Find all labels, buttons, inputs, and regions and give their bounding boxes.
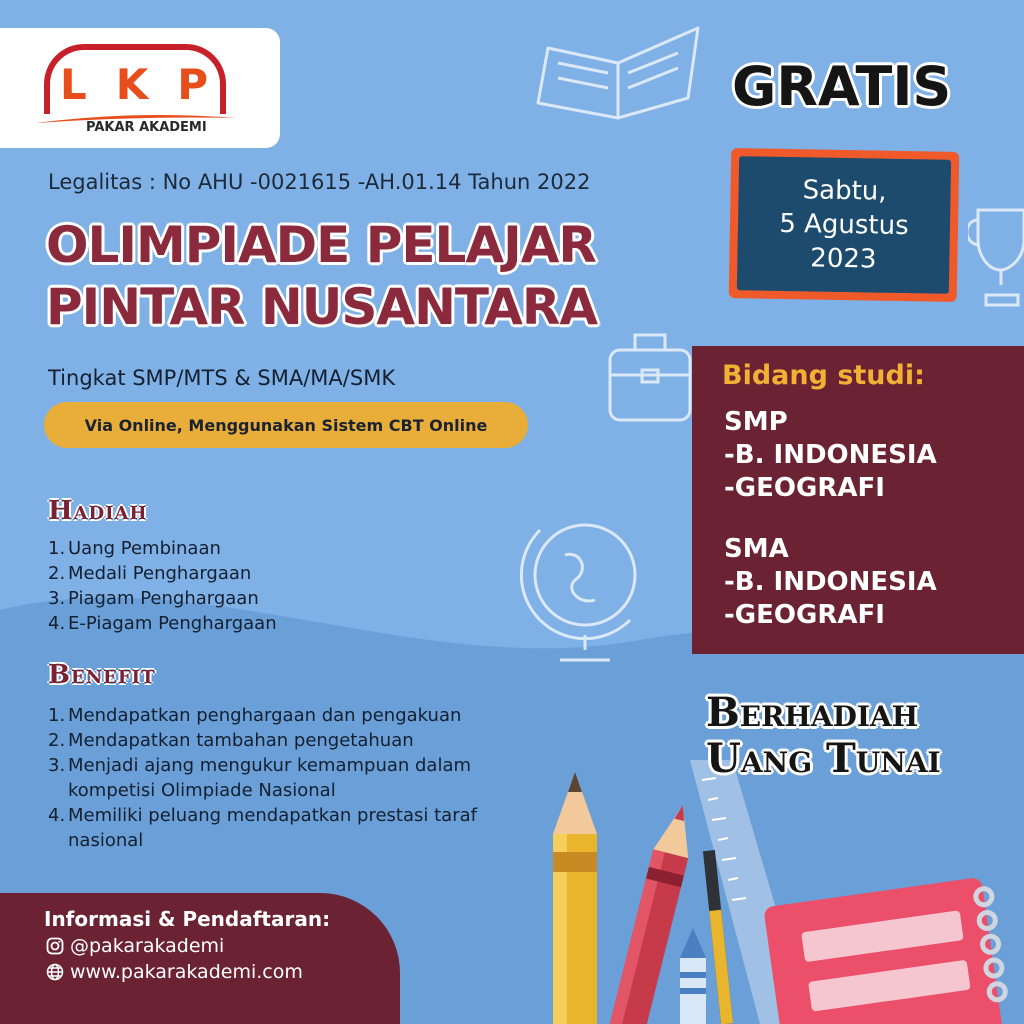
bidang-studi-panel	[692, 346, 1024, 654]
list-item	[48, 703, 608, 728]
logo-subtitle: PAKAR AKADEMI	[86, 120, 207, 135]
instagram-handle: @pakarakademi	[70, 935, 225, 957]
subject-item: -GEOGRAFI	[724, 473, 885, 503]
hadiah-list	[48, 536, 277, 636]
bidang-studi-title: Bidang studi:	[722, 360, 925, 391]
subject-item: -B. INDONESIA	[724, 567, 937, 597]
legalitas-text: Legalitas : No AHU -0021615 -AH.01.14 Tahun 2022	[48, 170, 591, 194]
list-number: 3.	[48, 755, 66, 776]
list-text: Uang Pembinaan	[68, 538, 221, 559]
footer-panel	[0, 893, 400, 1024]
logo-letter: K	[115, 60, 151, 109]
logo-letter: P	[177, 60, 210, 109]
hadiah-heading: Hadiah	[48, 496, 148, 526]
crayon-icon	[676, 928, 710, 1024]
logo-letters	[60, 60, 210, 109]
footer-title: Informasi & Pendaftaran:	[44, 907, 331, 931]
level-label: SMA	[724, 534, 789, 564]
list-number: 4.	[48, 805, 66, 826]
list-number: 2.	[48, 563, 66, 584]
list-number: 1.	[48, 538, 66, 559]
list-text: Mendapatkan tambahan pengetahuan	[68, 730, 414, 751]
date-board	[729, 148, 960, 302]
list-text: Medali Penghargaan	[68, 563, 252, 584]
notebook-icon	[760, 870, 1024, 1024]
list-text: Menjadi ajang mengukur kemampuan dalam kompetisi Olimpiade Nasional	[68, 755, 472, 801]
list-number: 2.	[48, 730, 66, 751]
subject-item: -B. INDONESIA	[724, 440, 937, 470]
date-line: Sabtu,	[802, 175, 887, 207]
trophy-icon	[968, 200, 1024, 310]
list-item	[48, 728, 608, 753]
berhadiah-line: Uang Tunai	[706, 735, 941, 782]
list-number: 3.	[48, 588, 66, 609]
date-line: 5 Agustus	[779, 208, 909, 242]
title-line: OLIMPIADE PELAJAR	[46, 216, 596, 274]
globe-icon	[46, 963, 64, 981]
date-board-inner	[737, 156, 951, 294]
list-item	[48, 753, 528, 803]
tingkat-text: Tingkat SMP/MTS & SMA/MA/SMK	[48, 366, 396, 390]
subject-item: -GEOGRAFI	[724, 600, 885, 630]
list-item	[48, 803, 538, 853]
list-text: E-Piagam Penghargaan	[68, 613, 277, 634]
list-text: Mendapatkan penghargaan dan pengakuan	[68, 705, 462, 726]
berhadiah-line: Berhadiah	[706, 689, 919, 736]
berhadiah-uang-tunai	[706, 690, 996, 782]
gratis-label: GRATIS	[732, 55, 952, 118]
list-text: Piagam Penghargaan	[68, 588, 259, 609]
website-link[interactable]	[46, 961, 303, 983]
via-online-badge: Via Online, Menggunakan Sistem CBT Online	[44, 402, 528, 448]
list-item	[48, 536, 277, 561]
logo-letter: L	[60, 60, 89, 109]
website-url: www.pakarakademi.com	[70, 961, 303, 983]
globe-stand-icon	[520, 510, 650, 670]
logo	[0, 28, 280, 148]
date-line: 2023	[810, 243, 877, 275]
list-item	[48, 611, 277, 636]
list-number: 1.	[48, 705, 66, 726]
page-title	[46, 214, 666, 338]
book-icon	[528, 8, 708, 128]
list-text: Memiliki peluang mendapatkan prestasi taraf nasional	[68, 805, 477, 851]
list-item	[48, 586, 277, 611]
title-line: PINTAR NUSANTARA	[46, 278, 598, 336]
instagram-link[interactable]	[46, 935, 224, 957]
instagram-icon	[46, 937, 64, 955]
benefit-heading: Benefit	[48, 660, 156, 690]
list-item	[48, 561, 277, 586]
bidang-studi-body	[724, 406, 937, 632]
benefit-list	[48, 703, 608, 853]
list-number: 4.	[48, 613, 66, 634]
level-label: SMP	[724, 407, 788, 437]
